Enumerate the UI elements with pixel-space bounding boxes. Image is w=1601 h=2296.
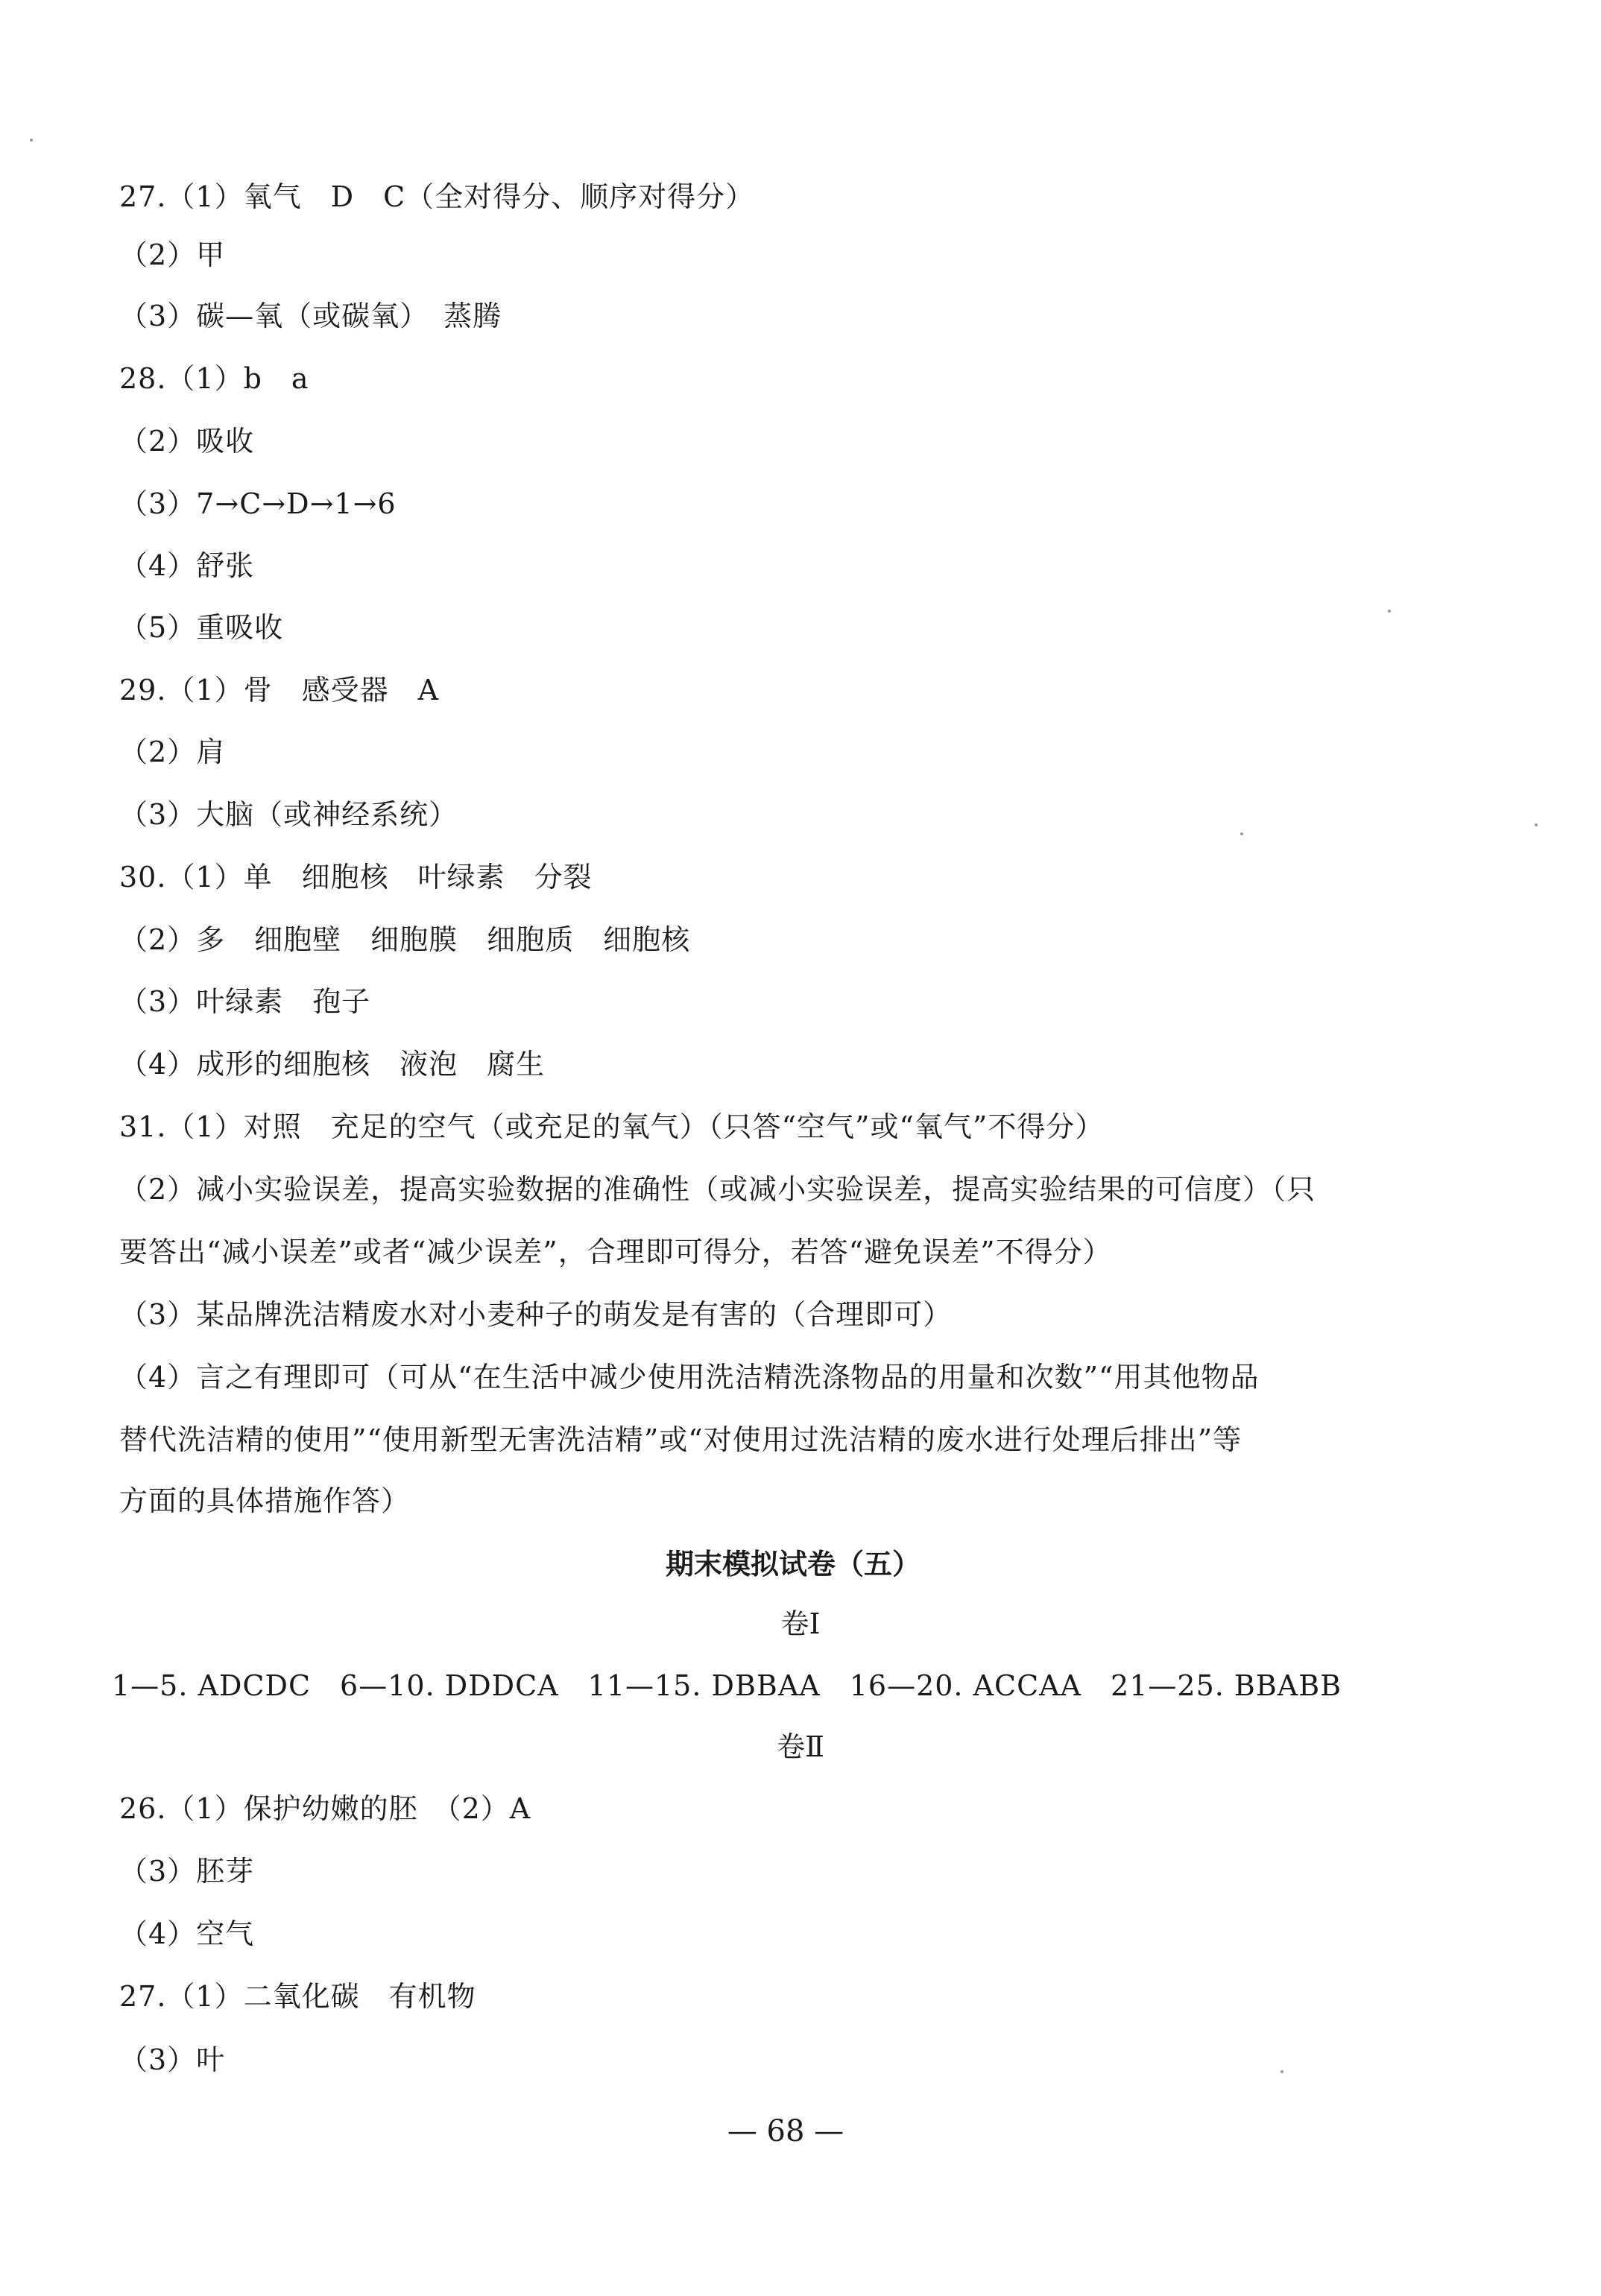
answer-line: 27.（1）氧气 D C（全对得分、顺序对得分） — [119, 180, 755, 213]
scan-speck — [1281, 2070, 1283, 2073]
answer-line: （4）言之有理即可（可从“在生活中减少使用洗洁精洗涤物品的用量和次数”“用其他物品 — [119, 1361, 1260, 1394]
answer-line: （3）叶绿素 孢子 — [119, 985, 371, 1018]
answer-line: （3）碳—氧（或碳氧） 蒸腾 — [119, 300, 502, 332]
answer-line: （3）叶 — [119, 2043, 226, 2076]
answer-line: （3）胚芽 — [119, 1855, 255, 1888]
answer-line: （2）吸收 — [119, 425, 255, 458]
page-number: — 68 — — [727, 2114, 844, 2148]
answer-line: （4）成形的细胞核 液泡 腐生 — [119, 1048, 546, 1081]
answer-line: 方面的具体措施作答） — [119, 1484, 411, 1517]
answer-line: （2）多 细胞壁 细胞膜 细胞质 细胞核 — [119, 923, 691, 956]
section-title: 期末模拟试卷（五） — [665, 1547, 921, 1581]
answer-line: 31.（1）对照 充足的空气（或充足的氧气）（只答“空气”或“氧气”不得分） — [119, 1110, 1105, 1143]
part-two-title: 卷Ⅱ — [777, 1730, 824, 1763]
answer-line: 26.（1）保护幼嫩的胚 （2）A — [119, 1792, 531, 1825]
scan-speck — [1388, 610, 1391, 613]
part-one-title: 卷Ⅰ — [780, 1607, 821, 1640]
scan-speck — [1535, 823, 1538, 826]
answer-line: （3）7→C→D→1→6 — [119, 487, 397, 520]
answer-line: 30.（1）单 细胞核 叶绿素 分裂 — [119, 861, 593, 894]
scan-speck — [30, 139, 33, 142]
scan-speck — [1240, 832, 1243, 835]
answer-line: （2）肩 — [119, 736, 226, 768]
answer-line: （4）空气 — [119, 1917, 255, 1950]
answer-line: （3）大脑（或神经系统） — [119, 798, 458, 831]
answer-line: 要答出“减小误差”或者“减少误差”，合理即可得分，若答“避免误差”不得分） — [119, 1236, 1112, 1268]
answer-line: 替代洗洁精的使用”“使用新型无害洗洁精”或“对使用过洗洁精的废水进行处理后排出”等 — [119, 1423, 1242, 1456]
answer-line: 27.（1）二氧化碳 有机物 — [119, 1980, 476, 2013]
answer-line: （2）甲 — [119, 238, 226, 271]
answer-line: （4）舒张 — [119, 549, 255, 582]
multiple-choice-answers: 1—5. ADCDC 6—10. DDDCA 11—15. DBBAA 16—20. ACCAA 21—25. BBABB — [112, 1669, 1342, 1702]
answer-line: 29.（1）骨 感受器 A — [119, 674, 440, 706]
answer-line: （3）某品牌洗洁精废水对小麦种子的萌发是有害的（合理即可） — [119, 1298, 953, 1331]
answer-line: （2）减小实验误差，提高实验数据的准确性（或减小实验误差，提高实验结果的可信度）（只 — [119, 1173, 1316, 1206]
answer-line: 28.（1）b a — [119, 362, 309, 395]
answer-line: （5）重吸收 — [119, 611, 284, 644]
